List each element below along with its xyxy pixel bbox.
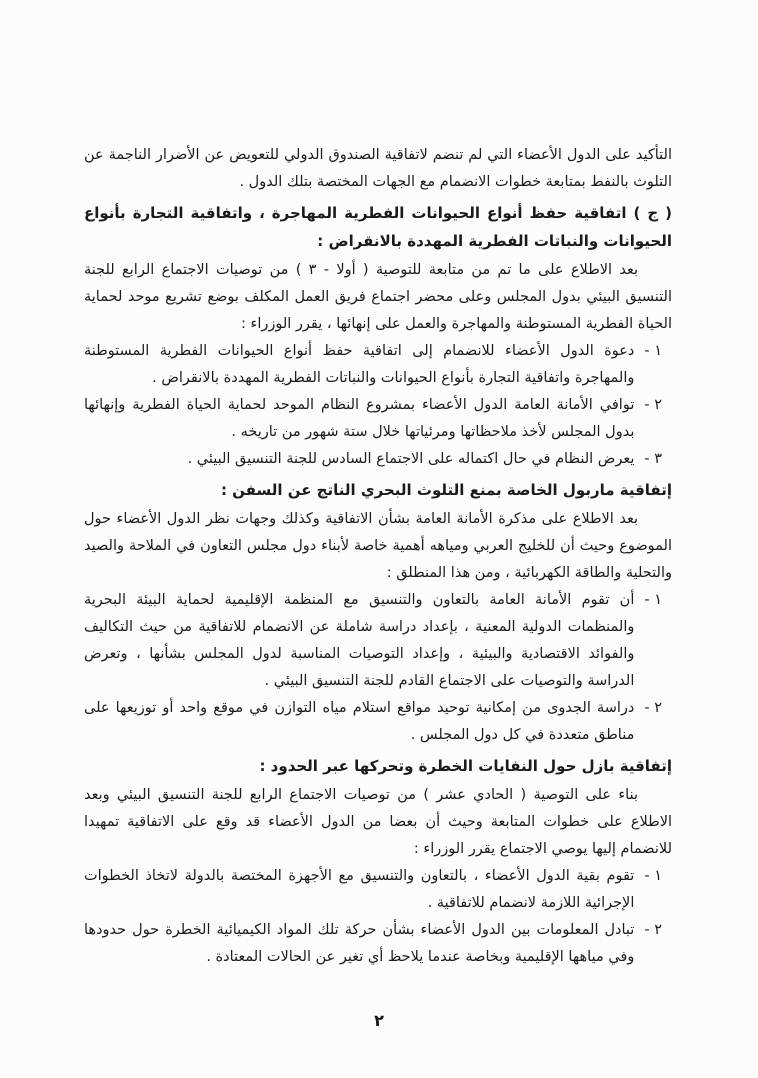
heading-wildlife-conventions: ( ج ) اتفاقية حفظ أنواع الحيوانات الفطرية المهاجرة ، واتفاقية التجارة بأنواع الحيوانات والنباتات الفطرية المهددة بالانقراض : xyxy=(84,204,672,250)
list-marker: ٣ - xyxy=(644,451,662,467)
document-content xyxy=(84,142,672,971)
list-marker: ٢ - xyxy=(644,700,662,716)
list-marker: ١ - xyxy=(644,343,662,359)
page-number: ٢ xyxy=(374,1011,384,1030)
list-item-marpol-2 xyxy=(84,695,672,749)
list-text: دعوة الدول الأعضاء للانضمام إلى اتفاقية حفظ أنواع الحيوانات الفطرية المستوطنة والمهاجرة واتفاقية التجارة بأنواع الحيوانات والنباتات الفطرية المهددة بالانقراض . xyxy=(84,343,635,386)
list-item-marpol-1 xyxy=(84,587,672,695)
list-item-wildlife-2 xyxy=(84,392,672,446)
list-text: يعرض النظام في حال اكتماله على الاجتماع السادس للجنة التنسيق البيئي . xyxy=(187,451,635,467)
heading-marpol-convention: إتفاقية ماربول الخاصة بمنع التلوث البحري الناتج عن السفن : xyxy=(220,481,672,499)
list-item-wildlife-1 xyxy=(84,338,672,392)
list-item-basel-2 xyxy=(84,917,672,971)
paragraph-wildlife-intro: بعد الاطلاع على ما تم من متابعة للتوصية ( أولا - ٣ ) من توصيات الاجتماع الرابع للجنة التنسيق البيئي بدول المجلس وعلى محضر اجتماع فريق العمل المكلف بوضع تشريع موحد لحماية الحياة الفطرية المستوطنة والمهاجرة والعمل على إنهائها ، يقرر الوزراء : xyxy=(84,262,672,332)
list-item-wildlife-3 xyxy=(84,446,672,473)
paragraph-basel-intro: بناء على التوصية ( الحادي عشر ) من توصيات الاجتماع الرابع للجنة التنسيق البيئي وبعد الاطلاع على خطوات المتابعة وحيث أن بعضا من الدول الأعضاء قد وقع على الاتفاقية تمهيدا للانضمام إليها يوصي الاجتماع يقرر الوزراء : xyxy=(84,787,672,857)
paragraph-oil-fund-continuation: التأكيد على الدول الأعضاء التي لم تنضم لاتفاقية الصندوق الدولي للتعويض عن الأضرار الناجمة عن التلوث بالنفط بمتابعة خطوات الانضمام مع الجهات المختصة بتلك الدول . xyxy=(84,147,672,190)
paragraph-marpol-intro: بعد الاطلاع على مذكرة الأمانة العامة بشأن الاتفاقية وكذلك وجهات نظر الدول الأعضاء حول الموضوع وحيث أن للخليج العربي ومياهه أهمية خاصة لأبناء دول مجلس التعاون في الملاحة والصيد والتحلية والطاقة الكهربائية ، ومن هذا المنطلق : xyxy=(84,511,672,581)
list-text: دراسة الجدوى من إمكانية توحيد مواقع استلام مياه التوازن في موقع واحد أو توزيعها على مناطق متعددة في كل دول المجلس . xyxy=(84,700,635,743)
heading-basel-convention: إتفاقية بازل حول النفايات الخطرة وتحركها عبر الحدود : xyxy=(259,757,672,775)
list-item-basel-1 xyxy=(84,863,672,917)
list-marker: ١ - xyxy=(644,868,662,884)
list-text: تقوم بقية الدول الأعضاء ، بالتعاون والتنسيق مع الأجهزة المختصة بالدولة لاتخاذ الخطوات الإجرائية اللازمة لانضمام للاتفاقية . xyxy=(84,868,635,911)
list-marker: ٢ - xyxy=(644,397,662,413)
list-text: توافي الأمانة العامة الدول الأعضاء بمشروع النظام الموحد لحماية الحياة الفطرية وإنهائها بدول المجلس لأخذ ملاحظاتها ومرئياتها خلال ستة شهور من تاريخه . xyxy=(84,397,635,440)
list-text: أن تقوم الأمانة العامة بالتعاون والتنسيق مع المنظمة الإقليمية لحماية البيئة البحرية والمنظمات الدولية المعنية ، بإعداد دراسة شاملة عن الانضمام للاتفاقية من حيث التكاليف والفوائد الاقتصادية والبيئية ، وإعداد التوصيات المناسبة لدول المجلس بشأنها ، وتعرض الدراسة والتوصيات على الاجتماع القادم للجنة التنسيق البيئي . xyxy=(84,592,635,689)
list-marker: ٢ - xyxy=(644,922,662,938)
list-marker: ١ - xyxy=(644,592,662,608)
list-text: تبادل المعلومات بين الدول الأعضاء بشأن حركة تلك المواد الكيميائية الخطرة حول حدودها وفي مياهها الإقليمية وبخاصة عندما يلاحظ أي تغير عن الحالات المعتادة . xyxy=(84,922,635,965)
